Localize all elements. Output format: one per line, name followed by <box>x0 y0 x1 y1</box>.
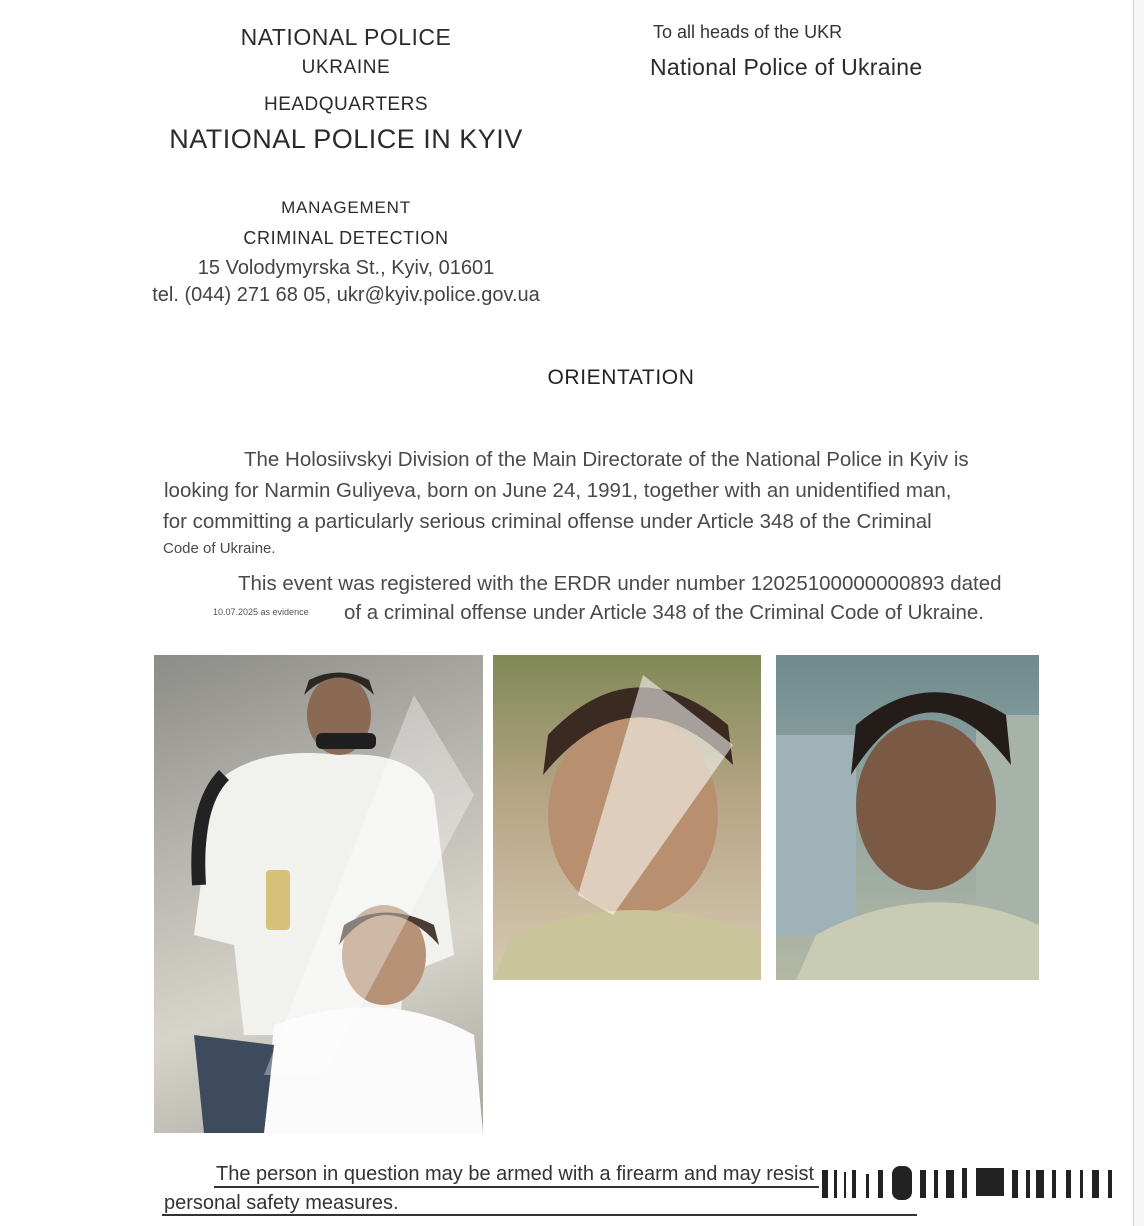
header-contact: tel. (044) 271 68 05, ukr@kyiv.police.gov.ua <box>152 284 540 306</box>
warning-underline-1 <box>214 1186 819 1188</box>
body-line-6: of a criminal offense under Article 348 of the Criminal Code of Ukraine. <box>344 601 985 624</box>
barcode-graphic <box>822 1166 1122 1200</box>
header-line-national-police: NATIONAL POLICE <box>240 24 452 50</box>
photo-face-illustration <box>493 655 761 980</box>
warning-line-2: personal safety measures. <box>164 1192 399 1214</box>
header-line-management: MANAGEMENT <box>281 198 411 217</box>
body-line-4: Code of Ukraine. <box>163 540 276 557</box>
body-line-5: This event was registered with the ERDR under number 12025100000000893 dated <box>238 572 1002 595</box>
page-edge <box>1133 0 1144 1226</box>
recipient-line-1: To all heads of the UKR <box>653 22 843 42</box>
recipient-line-2: National Police of Ukraine <box>650 54 923 80</box>
suspect-face-photo-1 <box>493 655 761 980</box>
header-line-criminal-detection: CRIMINAL DETECTION <box>243 228 449 248</box>
suspect-face-photo-2 <box>776 655 1039 980</box>
header-address: 15 Volodymyrska St., Kyiv, 01601 <box>197 257 495 279</box>
body-line-2: looking for Narmin Guliyeva, born on June 24, 1991, together with an unidentified man, <box>164 479 952 502</box>
photo-face-illustration-2 <box>776 655 1039 980</box>
evidence-stamp: 10.07.2025 as evidence <box>213 607 309 617</box>
header-line-kyiv: NATIONAL POLICE IN KYIV <box>169 124 523 154</box>
body-line-3: for committing a particularly serious criminal offense under Article 348 of the Criminal <box>163 510 932 533</box>
warning-line-1: The person in question may be armed with a firearm and may resist <box>216 1163 815 1185</box>
header-line-headquarters: HEADQUARTERS <box>263 94 429 115</box>
header-line-ukraine: UKRAINE <box>301 57 391 78</box>
suspects-photo-full <box>154 655 483 1133</box>
warning-underline-2 <box>162 1214 917 1216</box>
body-line-1: The Holosiivskyi Division of the Main Directorate of the National Police in Kyiv is <box>244 448 969 471</box>
document-title: ORIENTATION <box>547 366 695 389</box>
photo-figures-illustration <box>154 655 483 1133</box>
